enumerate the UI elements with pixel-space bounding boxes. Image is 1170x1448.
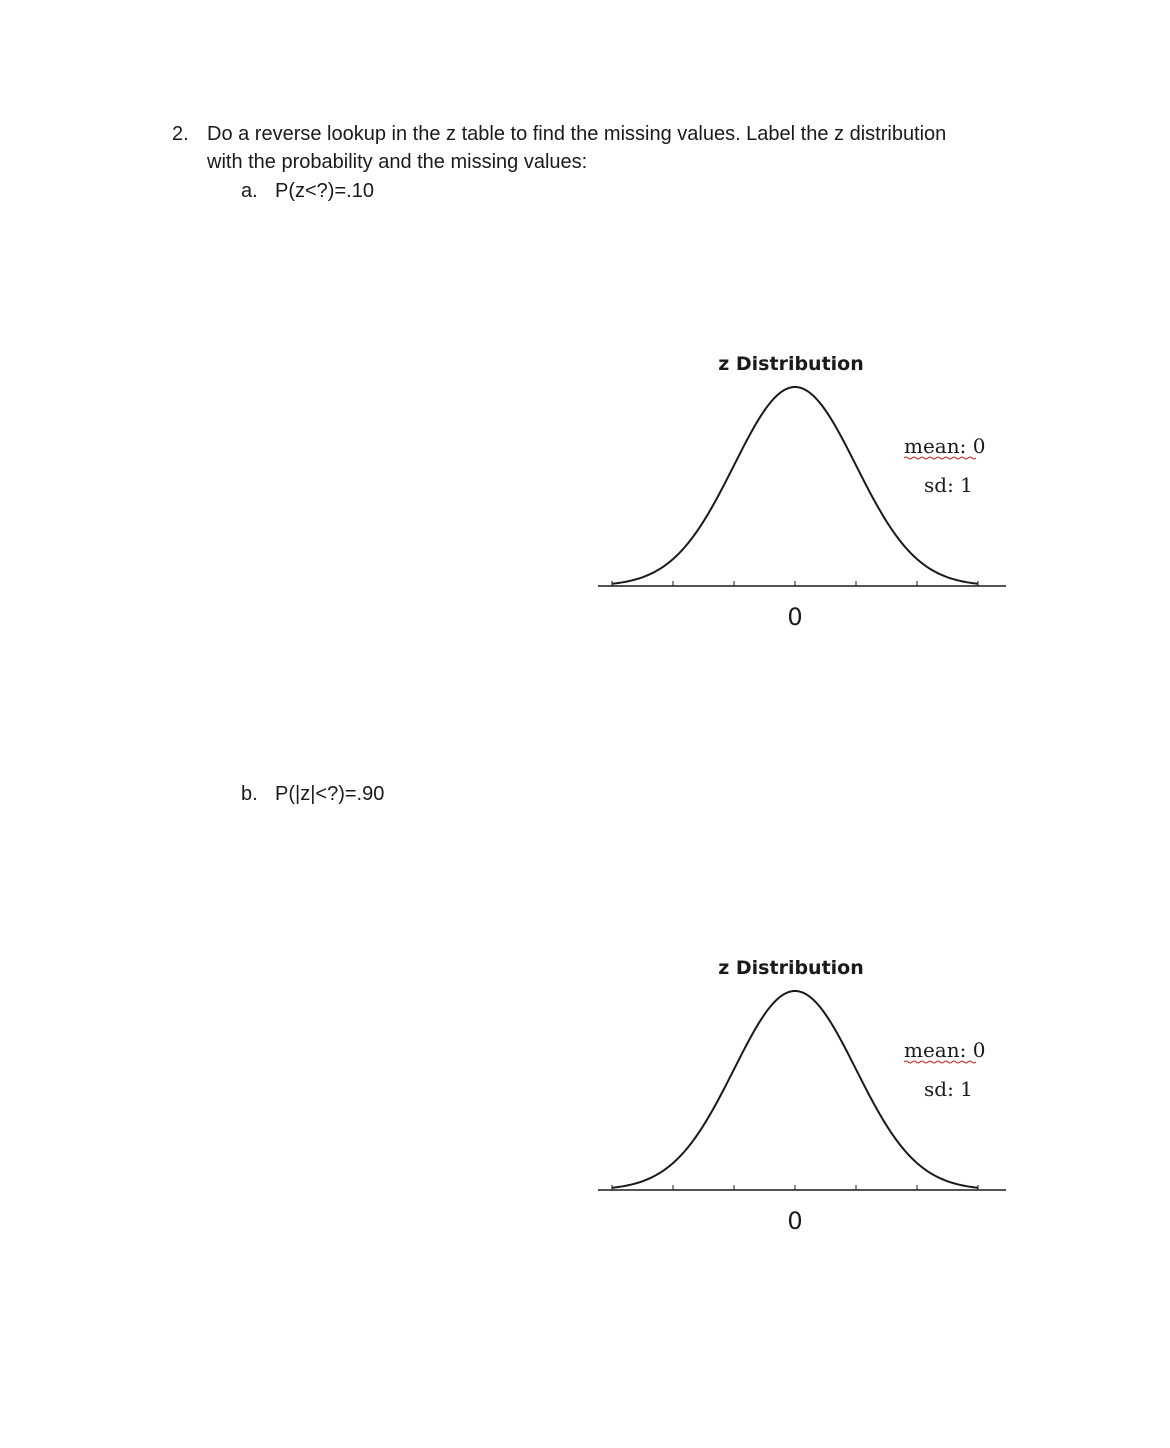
center-tick-label: 0 xyxy=(787,1207,803,1235)
part-b-expression: P(|z|<?)=.90 xyxy=(275,783,385,805)
mean-label: mean: 0 xyxy=(904,1038,986,1062)
part-a-letter: a. xyxy=(241,180,258,202)
chart-title: z Distribution xyxy=(718,957,864,979)
part-b-letter: b. xyxy=(241,783,258,805)
part-b-label xyxy=(241,780,384,808)
z-distribution-svg-a xyxy=(596,345,1008,645)
question-text-line-1: Do a reverse lookup in the z table to find the missing values. Label the z distribution xyxy=(207,123,947,145)
z-distribution-chart-a xyxy=(596,345,1008,645)
z-distribution-svg-b xyxy=(596,949,1008,1249)
question-number: 2. xyxy=(172,123,189,145)
sd-label: sd: 1 xyxy=(924,1077,973,1101)
z-distribution-chart-b xyxy=(596,949,1008,1249)
part-a-expression: P(z<?)=.10 xyxy=(275,180,374,202)
sd-label: sd: 1 xyxy=(924,473,973,497)
part-a-label xyxy=(241,177,374,205)
question-text-line-2: with the probability and the missing values: xyxy=(207,151,588,173)
center-tick-label: 0 xyxy=(787,603,803,631)
chart-title: z Distribution xyxy=(718,353,864,375)
mean-label: mean: 0 xyxy=(904,434,986,458)
